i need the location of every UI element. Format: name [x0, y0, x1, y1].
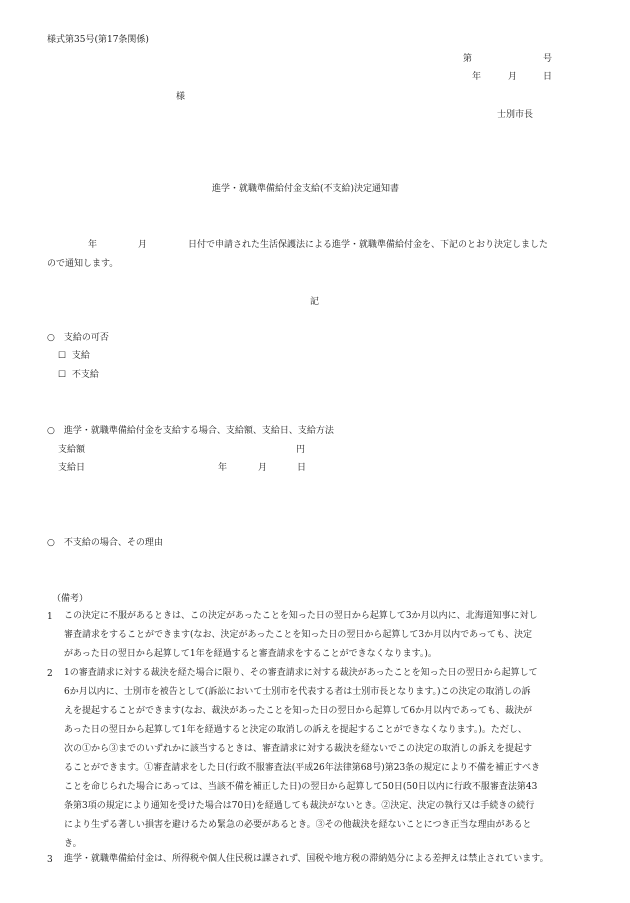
note-line: 次の①から③までのいずれかに該当するときは、審査請求に対する裁決を経ないでこの決定の取消しの訴えを提起す [64, 744, 533, 754]
intro-year: 年 [88, 240, 98, 250]
note-line: 条第3項の規定により通知を受けた場合は70日)を経過しても裁決がないとき。②決定、決定の執行又は手続きの続行 [64, 801, 535, 811]
note-line: があった日の翌日から起算して1年を経過すると審査請求をすることができなくなります。)。 [64, 649, 437, 659]
note-line: 進学・就職準備給付金は、所得税や個人住民税は課されず、国税や地方税の滞納処分による差押えは禁止されています。 [64, 854, 549, 864]
checkbox-icon: ☐ [58, 370, 67, 380]
notes-heading: （備考） [52, 594, 89, 604]
note-item [64, 664, 584, 854]
note-number: 3 [47, 855, 53, 865]
amount-unit: 円 [296, 445, 306, 455]
section-reason-heading: ○ 不支給の場合、その理由 [47, 538, 163, 548]
form-number: 様式第35号(第17条関係) [47, 35, 149, 45]
note-line: により生ずる著しい損害を避けるため緊急の必要があるとき。③その他裁決を経ないことにつき正当な理由があると [64, 820, 532, 830]
ki-label: 記 [310, 297, 320, 307]
option-pay-label: 支給 [71, 351, 90, 361]
intro-line-1: 日付で申請された生活保護法による進学・就職準備給付金を、下記のとおり決定しました [188, 240, 549, 250]
addressee-suffix: 様 [176, 92, 186, 102]
section-approval-heading: ○ 支給の可否 [47, 333, 109, 343]
note-number: 2 [47, 669, 53, 679]
note-line: えを提起することができます(なお、裁決があったことを知った日の翌日から起算して6か月以内であっても、裁決が [64, 706, 533, 716]
note-line: ことを命じられた場合にあっては、当該不備を補正した日)の翌日から起算して50日(50日以内に行政不服審査法第43 [64, 782, 538, 792]
intro-line-2: ので通知します。 [47, 259, 119, 269]
option-nopay[interactable] [58, 370, 99, 381]
note-line: 1の審査請求に対する裁決を経た場合に限り、その審査請求に対する裁決があったことを知った日の翌日から起算して [64, 668, 538, 678]
issuer: 士別市長 [497, 110, 534, 120]
note-item [64, 850, 584, 869]
intro-month: 月 [138, 240, 148, 250]
pay-date-month: 月 [258, 463, 268, 473]
option-nopay-label: 不支給 [71, 370, 99, 380]
pay-date-year: 年 [218, 463, 228, 473]
pay-date-label: 支給日 [58, 463, 86, 473]
option-pay[interactable] [58, 351, 90, 362]
checkbox-icon: ☐ [58, 351, 67, 361]
note-line: 6か月以内に、士別市を被告として(訴訟において士別市を代表する者は士別市長となります。)この決定の取消しの訴 [64, 687, 531, 697]
pay-date-day: 日 [297, 463, 307, 473]
amount-label: 支給額 [58, 445, 86, 455]
note-line: き。 [64, 839, 82, 849]
note-item [64, 607, 584, 664]
note-line: ることができます。①審査請求をした日(行政不服審査法(平成26年法律第68号)第23条の規定により不備を補正すべき [64, 763, 540, 773]
note-number: 1 [47, 612, 53, 622]
note-line: あった日の翌日から起算して1年を経過すると決定の取消しの訴えを提起することができなくなります。)。ただし、 [64, 725, 527, 735]
document-number-suffix: 号 [543, 54, 553, 64]
header-month: 月 [508, 72, 518, 82]
header-day: 日 [543, 72, 553, 82]
document-number-prefix: 第 [463, 54, 473, 64]
document-title: 進学・就職準備給付金支給(不支給)決定通知書 [212, 184, 400, 194]
section-payment-heading: ○ 進学・就職準備給付金を支給する場合、支給額、支給日、支給方法 [47, 426, 334, 436]
header-year: 年 [472, 72, 482, 82]
note-line: この決定に不服があるときは、この決定があったことを知った日の翌日から起算して3か月以内に、北海道知事に対し [64, 611, 538, 621]
note-line: 審査請求をすることができます(なお、決定があったことを知った日の翌日から起算して3か月以内であっても、決定 [64, 630, 533, 640]
